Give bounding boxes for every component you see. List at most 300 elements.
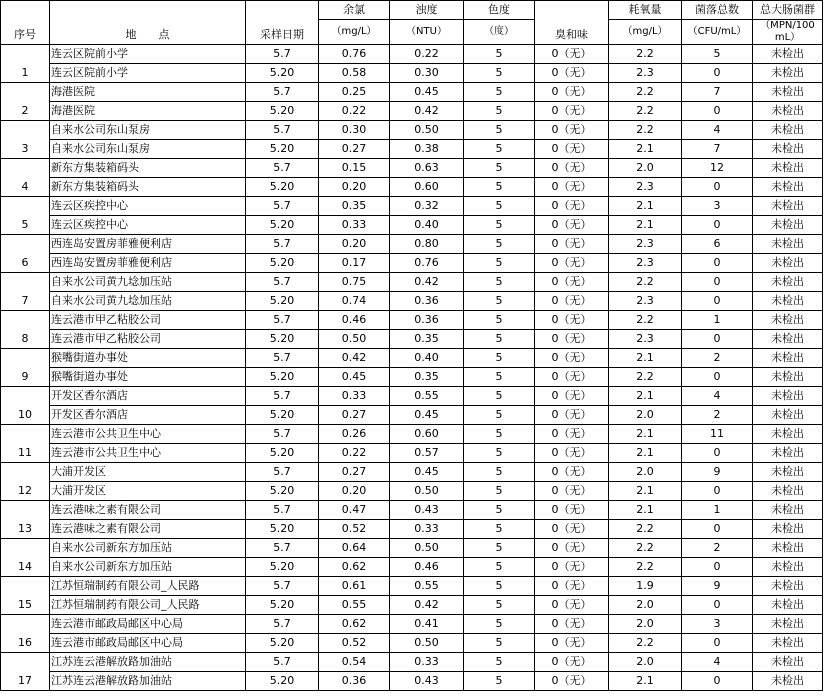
cell-color: 5 bbox=[464, 558, 535, 577]
cell-color: 5 bbox=[464, 463, 535, 482]
table-row bbox=[1, 235, 823, 254]
cell-turbidity: 0.50 bbox=[390, 482, 464, 501]
cell-date: 5.7 bbox=[246, 311, 319, 330]
cell-turbidity: 0.55 bbox=[390, 387, 464, 406]
cell-date: 5.20 bbox=[246, 672, 319, 691]
cell-turbidity: 0.55 bbox=[390, 577, 464, 596]
cell-seq: 9 bbox=[1, 349, 50, 387]
cell-date: 5.7 bbox=[246, 577, 319, 596]
table-row bbox=[1, 64, 823, 83]
cell-seq: 3 bbox=[1, 121, 50, 159]
cell-cod: 2.1 bbox=[609, 444, 682, 463]
cell-date: 5.7 bbox=[246, 653, 319, 672]
cell-date: 5.7 bbox=[246, 159, 319, 178]
cell-date: 5.7 bbox=[246, 273, 319, 292]
cell-color: 5 bbox=[464, 254, 535, 273]
cell-turbidity: 0.76 bbox=[390, 254, 464, 273]
cell-cod: 1.9 bbox=[609, 577, 682, 596]
cell-date: 5.20 bbox=[246, 140, 319, 159]
cell-turbidity: 0.60 bbox=[390, 178, 464, 197]
table-row bbox=[1, 311, 823, 330]
cell-odor: 0（无） bbox=[535, 577, 609, 596]
cell-cod: 2.2 bbox=[609, 558, 682, 577]
cell-seq: 1 bbox=[1, 45, 50, 83]
header-colony: 菌落总数 bbox=[682, 1, 753, 20]
cell-chlorine: 0.45 bbox=[319, 368, 390, 387]
cell-color: 5 bbox=[464, 121, 535, 140]
cell-colony: 0 bbox=[682, 596, 753, 615]
table-row bbox=[1, 577, 823, 596]
cell-odor: 0（无） bbox=[535, 178, 609, 197]
cell-chlorine: 0.75 bbox=[319, 273, 390, 292]
cell-color: 5 bbox=[464, 482, 535, 501]
header-odor: 臭和味 bbox=[535, 1, 609, 45]
table-row bbox=[1, 45, 823, 64]
cell-coliform: 未检出 bbox=[753, 311, 823, 330]
cell-color: 5 bbox=[464, 387, 535, 406]
table-row bbox=[1, 349, 823, 368]
header-cod: 耗氧量 bbox=[609, 1, 682, 20]
cell-location: 自来水公司新东方加压站 bbox=[50, 539, 246, 558]
cell-turbidity: 0.60 bbox=[390, 425, 464, 444]
table-row bbox=[1, 520, 823, 539]
cell-cod: 2.3 bbox=[609, 64, 682, 83]
cell-colony: 0 bbox=[682, 273, 753, 292]
cell-location: 江苏连云港解放路加油站 bbox=[50, 672, 246, 691]
cell-location: 连云港市甲乙粘胶公司 bbox=[50, 330, 246, 349]
cell-cod: 2.2 bbox=[609, 311, 682, 330]
cell-date: 5.7 bbox=[246, 615, 319, 634]
cell-colony: 9 bbox=[682, 577, 753, 596]
cell-odor: 0（无） bbox=[535, 83, 609, 102]
cell-coliform: 未检出 bbox=[753, 615, 823, 634]
cell-turbidity: 0.80 bbox=[390, 235, 464, 254]
cell-location: 猴嘴街道办事处 bbox=[50, 349, 246, 368]
table-header bbox=[1, 1, 823, 45]
cell-cod: 2.1 bbox=[609, 197, 682, 216]
cell-coliform: 未检出 bbox=[753, 463, 823, 482]
cell-chlorine: 0.64 bbox=[319, 539, 390, 558]
cell-color: 5 bbox=[464, 539, 535, 558]
cell-turbidity: 0.57 bbox=[390, 444, 464, 463]
cell-location: 江苏连云港解放路加油站 bbox=[50, 653, 246, 672]
cell-turbidity: 0.46 bbox=[390, 558, 464, 577]
cell-color: 5 bbox=[464, 216, 535, 235]
cell-location: 大浦开发区 bbox=[50, 482, 246, 501]
cell-turbidity: 0.33 bbox=[390, 520, 464, 539]
cell-date: 5.7 bbox=[246, 463, 319, 482]
cell-colony: 12 bbox=[682, 159, 753, 178]
cell-chlorine: 0.20 bbox=[319, 178, 390, 197]
cell-cod: 2.2 bbox=[609, 121, 682, 140]
header-colony-unit: （CFU/mL） bbox=[682, 20, 753, 45]
cell-colony: 3 bbox=[682, 615, 753, 634]
cell-location: 连云港市甲乙粘胶公司 bbox=[50, 311, 246, 330]
cell-location: 连云港味之素有限公司 bbox=[50, 520, 246, 539]
cell-colony: 5 bbox=[682, 45, 753, 64]
cell-turbidity: 0.43 bbox=[390, 501, 464, 520]
cell-color: 5 bbox=[464, 425, 535, 444]
cell-cod: 2.2 bbox=[609, 520, 682, 539]
cell-location: 新东方集装箱码头 bbox=[50, 159, 246, 178]
cell-chlorine: 0.17 bbox=[319, 254, 390, 273]
cell-turbidity: 0.36 bbox=[390, 292, 464, 311]
cell-chlorine: 0.15 bbox=[319, 159, 390, 178]
cell-colony: 0 bbox=[682, 520, 753, 539]
cell-colony: 4 bbox=[682, 653, 753, 672]
cell-seq: 12 bbox=[1, 463, 50, 501]
cell-cod: 2.0 bbox=[609, 653, 682, 672]
cell-colony: 0 bbox=[682, 482, 753, 501]
cell-odor: 0（无） bbox=[535, 197, 609, 216]
cell-cod: 2.0 bbox=[609, 159, 682, 178]
cell-turbidity: 0.45 bbox=[390, 83, 464, 102]
cell-turbidity: 0.38 bbox=[390, 140, 464, 159]
cell-color: 5 bbox=[464, 197, 535, 216]
cell-cod: 2.1 bbox=[609, 140, 682, 159]
cell-coliform: 未检出 bbox=[753, 197, 823, 216]
table-row bbox=[1, 444, 823, 463]
cell-colony: 0 bbox=[682, 64, 753, 83]
cell-colony: 0 bbox=[682, 178, 753, 197]
cell-coliform: 未检出 bbox=[753, 387, 823, 406]
cell-location: 海港医院 bbox=[50, 102, 246, 121]
cell-date: 5.20 bbox=[246, 216, 319, 235]
cell-colony: 0 bbox=[682, 558, 753, 577]
cell-cod: 2.0 bbox=[609, 596, 682, 615]
cell-coliform: 未检出 bbox=[753, 368, 823, 387]
cell-cod: 2.2 bbox=[609, 634, 682, 653]
cell-turbidity: 0.40 bbox=[390, 216, 464, 235]
cell-color: 5 bbox=[464, 292, 535, 311]
cell-date: 5.20 bbox=[246, 330, 319, 349]
cell-odor: 0（无） bbox=[535, 558, 609, 577]
cell-location: 连云港市邮政局邮区中心局 bbox=[50, 634, 246, 653]
cell-date: 5.7 bbox=[246, 45, 319, 64]
cell-chlorine: 0.20 bbox=[319, 235, 390, 254]
cell-odor: 0（无） bbox=[535, 368, 609, 387]
table-row bbox=[1, 463, 823, 482]
table-row bbox=[1, 653, 823, 672]
cell-colony: 4 bbox=[682, 121, 753, 140]
cell-chlorine: 0.27 bbox=[319, 406, 390, 425]
table-row bbox=[1, 140, 823, 159]
table-row bbox=[1, 406, 823, 425]
cell-cod: 2.1 bbox=[609, 349, 682, 368]
cell-color: 5 bbox=[464, 178, 535, 197]
table-row bbox=[1, 83, 823, 102]
header-chlorine: 余氯 bbox=[319, 1, 390, 20]
cell-seq: 13 bbox=[1, 501, 50, 539]
cell-location: 自来水公司黄九埝加压站 bbox=[50, 292, 246, 311]
cell-chlorine: 0.20 bbox=[319, 482, 390, 501]
cell-cod: 2.1 bbox=[609, 216, 682, 235]
cell-chlorine: 0.74 bbox=[319, 292, 390, 311]
cell-turbidity: 0.43 bbox=[390, 672, 464, 691]
cell-turbidity: 0.45 bbox=[390, 463, 464, 482]
cell-colony: 4 bbox=[682, 387, 753, 406]
cell-color: 5 bbox=[464, 406, 535, 425]
cell-colony: 7 bbox=[682, 83, 753, 102]
cell-odor: 0（无） bbox=[535, 311, 609, 330]
cell-odor: 0（无） bbox=[535, 463, 609, 482]
cell-color: 5 bbox=[464, 102, 535, 121]
cell-coliform: 未检出 bbox=[753, 292, 823, 311]
header-coliform: 总大肠菌群 bbox=[753, 1, 823, 20]
cell-cod: 2.3 bbox=[609, 254, 682, 273]
cell-colony: 0 bbox=[682, 634, 753, 653]
cell-odor: 0（无） bbox=[535, 539, 609, 558]
cell-turbidity: 0.22 bbox=[390, 45, 464, 64]
cell-cod: 2.1 bbox=[609, 672, 682, 691]
cell-color: 5 bbox=[464, 596, 535, 615]
cell-colony: 0 bbox=[682, 368, 753, 387]
cell-cod: 2.0 bbox=[609, 615, 682, 634]
cell-colony: 2 bbox=[682, 539, 753, 558]
cell-colony: 0 bbox=[682, 292, 753, 311]
cell-location: 连云区疾控中心 bbox=[50, 197, 246, 216]
cell-coliform: 未检出 bbox=[753, 235, 823, 254]
cell-chlorine: 0.52 bbox=[319, 634, 390, 653]
cell-color: 5 bbox=[464, 672, 535, 691]
cell-odor: 0（无） bbox=[535, 45, 609, 64]
cell-odor: 0（无） bbox=[535, 273, 609, 292]
cell-coliform: 未检出 bbox=[753, 672, 823, 691]
cell-color: 5 bbox=[464, 311, 535, 330]
table-row bbox=[1, 292, 823, 311]
cell-location: 连云港市公共卫生中心 bbox=[50, 444, 246, 463]
cell-odor: 0（无） bbox=[535, 501, 609, 520]
cell-coliform: 未检出 bbox=[753, 83, 823, 102]
cell-turbidity: 0.42 bbox=[390, 596, 464, 615]
cell-coliform: 未检出 bbox=[753, 539, 823, 558]
cell-odor: 0（无） bbox=[535, 159, 609, 178]
cell-chlorine: 0.33 bbox=[319, 216, 390, 235]
cell-odor: 0（无） bbox=[535, 330, 609, 349]
cell-turbidity: 0.35 bbox=[390, 330, 464, 349]
cell-date: 5.20 bbox=[246, 368, 319, 387]
cell-chlorine: 0.25 bbox=[319, 83, 390, 102]
table-row bbox=[1, 387, 823, 406]
cell-cod: 2.2 bbox=[609, 83, 682, 102]
header-location: 地 点 bbox=[50, 1, 246, 45]
cell-turbidity: 0.50 bbox=[390, 634, 464, 653]
cell-coliform: 未检出 bbox=[753, 330, 823, 349]
cell-date: 5.20 bbox=[246, 102, 319, 121]
cell-cod: 2.2 bbox=[609, 102, 682, 121]
cell-chlorine: 0.50 bbox=[319, 330, 390, 349]
cell-chlorine: 0.58 bbox=[319, 64, 390, 83]
cell-chlorine: 0.36 bbox=[319, 672, 390, 691]
cell-coliform: 未检出 bbox=[753, 406, 823, 425]
cell-seq: 2 bbox=[1, 83, 50, 121]
cell-turbidity: 0.42 bbox=[390, 273, 464, 292]
cell-colony: 0 bbox=[682, 672, 753, 691]
cell-odor: 0（无） bbox=[535, 444, 609, 463]
cell-colony: 1 bbox=[682, 501, 753, 520]
cell-colony: 0 bbox=[682, 444, 753, 463]
header-coliform-unit-line1: （MPN/100 bbox=[760, 20, 815, 31]
cell-chlorine: 0.26 bbox=[319, 425, 390, 444]
cell-date: 5.7 bbox=[246, 83, 319, 102]
cell-location: 西连岛安置房菲雅便利店 bbox=[50, 254, 246, 273]
cell-color: 5 bbox=[464, 64, 535, 83]
cell-seq: 17 bbox=[1, 653, 50, 691]
cell-odor: 0（无） bbox=[535, 235, 609, 254]
cell-color: 5 bbox=[464, 330, 535, 349]
cell-colony: 0 bbox=[682, 330, 753, 349]
cell-coliform: 未检出 bbox=[753, 273, 823, 292]
header-seq: 序号 bbox=[1, 1, 50, 45]
cell-colony: 0 bbox=[682, 216, 753, 235]
cell-location: 西连岛安置房菲雅便利店 bbox=[50, 235, 246, 254]
cell-turbidity: 0.42 bbox=[390, 102, 464, 121]
cell-color: 5 bbox=[464, 349, 535, 368]
cell-color: 5 bbox=[464, 159, 535, 178]
table-row bbox=[1, 596, 823, 615]
cell-date: 5.20 bbox=[246, 482, 319, 501]
cell-odor: 0（无） bbox=[535, 425, 609, 444]
cell-color: 5 bbox=[464, 273, 535, 292]
cell-cod: 2.2 bbox=[609, 273, 682, 292]
cell-coliform: 未检出 bbox=[753, 64, 823, 83]
cell-seq: 7 bbox=[1, 273, 50, 311]
cell-cod: 2.3 bbox=[609, 178, 682, 197]
table-row bbox=[1, 159, 823, 178]
cell-colony: 7 bbox=[682, 140, 753, 159]
header-color-unit: （度） bbox=[464, 20, 535, 45]
cell-colony: 6 bbox=[682, 235, 753, 254]
cell-location: 江苏恒瑞制药有限公司_人民路 bbox=[50, 596, 246, 615]
cell-odor: 0（无） bbox=[535, 634, 609, 653]
cell-cod: 2.2 bbox=[609, 539, 682, 558]
header-chlorine-unit: （mg/L） bbox=[319, 20, 390, 45]
cell-colony: 0 bbox=[682, 254, 753, 273]
cell-chlorine: 0.33 bbox=[319, 387, 390, 406]
cell-location: 自来水公司东山泵房 bbox=[50, 140, 246, 159]
table-row bbox=[1, 178, 823, 197]
cell-date: 5.20 bbox=[246, 406, 319, 425]
cell-odor: 0（无） bbox=[535, 482, 609, 501]
cell-coliform: 未检出 bbox=[753, 178, 823, 197]
cell-location: 江苏恒瑞制药有限公司_人民路 bbox=[50, 577, 246, 596]
cell-location: 开发区香尔酒店 bbox=[50, 387, 246, 406]
cell-cod: 2.0 bbox=[609, 406, 682, 425]
cell-date: 5.20 bbox=[246, 634, 319, 653]
cell-location: 大浦开发区 bbox=[50, 463, 246, 482]
cell-coliform: 未检出 bbox=[753, 520, 823, 539]
table-row bbox=[1, 482, 823, 501]
cell-date: 5.7 bbox=[246, 349, 319, 368]
cell-seq: 16 bbox=[1, 615, 50, 653]
cell-chlorine: 0.55 bbox=[319, 596, 390, 615]
cell-colony: 2 bbox=[682, 406, 753, 425]
cell-odor: 0（无） bbox=[535, 121, 609, 140]
cell-seq: 4 bbox=[1, 159, 50, 197]
cell-turbidity: 0.50 bbox=[390, 121, 464, 140]
cell-colony: 0 bbox=[682, 102, 753, 121]
cell-date: 5.20 bbox=[246, 596, 319, 615]
cell-color: 5 bbox=[464, 235, 535, 254]
cell-cod: 2.2 bbox=[609, 45, 682, 64]
cell-coliform: 未检出 bbox=[753, 121, 823, 140]
table-row bbox=[1, 254, 823, 273]
cell-date: 5.7 bbox=[246, 539, 319, 558]
cell-cod: 2.1 bbox=[609, 425, 682, 444]
cell-color: 5 bbox=[464, 615, 535, 634]
cell-coliform: 未检出 bbox=[753, 634, 823, 653]
cell-chlorine: 0.22 bbox=[319, 102, 390, 121]
cell-chlorine: 0.52 bbox=[319, 520, 390, 539]
cell-odor: 0（无） bbox=[535, 615, 609, 634]
cell-cod: 2.3 bbox=[609, 330, 682, 349]
cell-colony: 11 bbox=[682, 425, 753, 444]
cell-chlorine: 0.47 bbox=[319, 501, 390, 520]
table-row bbox=[1, 634, 823, 653]
cell-location: 连云区院前小学 bbox=[50, 64, 246, 83]
header-coliform-unit-line2: mL） bbox=[774, 32, 801, 43]
cell-odor: 0（无） bbox=[535, 292, 609, 311]
cell-seq: 14 bbox=[1, 539, 50, 577]
table-row bbox=[1, 121, 823, 140]
cell-date: 5.20 bbox=[246, 64, 319, 83]
cell-chlorine: 0.35 bbox=[319, 197, 390, 216]
cell-coliform: 未检出 bbox=[753, 653, 823, 672]
cell-chlorine: 0.54 bbox=[319, 653, 390, 672]
table-row bbox=[1, 216, 823, 235]
table-row bbox=[1, 368, 823, 387]
cell-turbidity: 0.50 bbox=[390, 539, 464, 558]
cell-chlorine: 0.42 bbox=[319, 349, 390, 368]
table-row bbox=[1, 197, 823, 216]
cell-coliform: 未检出 bbox=[753, 159, 823, 178]
cell-location: 连云港市公共卫生中心 bbox=[50, 425, 246, 444]
cell-odor: 0（无） bbox=[535, 216, 609, 235]
cell-odor: 0（无） bbox=[535, 349, 609, 368]
cell-coliform: 未检出 bbox=[753, 216, 823, 235]
cell-turbidity: 0.32 bbox=[390, 197, 464, 216]
cell-date: 5.20 bbox=[246, 558, 319, 577]
cell-coliform: 未检出 bbox=[753, 425, 823, 444]
cell-turbidity: 0.45 bbox=[390, 406, 464, 425]
cell-coliform: 未检出 bbox=[753, 102, 823, 121]
cell-location: 连云港味之素有限公司 bbox=[50, 501, 246, 520]
cell-date: 5.7 bbox=[246, 197, 319, 216]
cell-date: 5.7 bbox=[246, 121, 319, 140]
cell-chlorine: 0.27 bbox=[319, 140, 390, 159]
cell-turbidity: 0.35 bbox=[390, 368, 464, 387]
cell-colony: 1 bbox=[682, 311, 753, 330]
cell-color: 5 bbox=[464, 368, 535, 387]
cell-location: 开发区香尔酒店 bbox=[50, 406, 246, 425]
cell-date: 5.20 bbox=[246, 254, 319, 273]
cell-date: 5.20 bbox=[246, 292, 319, 311]
cell-odor: 0（无） bbox=[535, 653, 609, 672]
cell-seq: 11 bbox=[1, 425, 50, 463]
cell-coliform: 未检出 bbox=[753, 45, 823, 64]
cell-location: 自来水公司新东方加压站 bbox=[50, 558, 246, 577]
cell-color: 5 bbox=[464, 634, 535, 653]
cell-odor: 0（无） bbox=[535, 64, 609, 83]
cell-coliform: 未检出 bbox=[753, 444, 823, 463]
cell-date: 5.7 bbox=[246, 387, 319, 406]
cell-color: 5 bbox=[464, 140, 535, 159]
cell-coliform: 未检出 bbox=[753, 482, 823, 501]
table-row bbox=[1, 558, 823, 577]
cell-color: 5 bbox=[464, 444, 535, 463]
cell-seq: 6 bbox=[1, 235, 50, 273]
cell-date: 5.20 bbox=[246, 520, 319, 539]
